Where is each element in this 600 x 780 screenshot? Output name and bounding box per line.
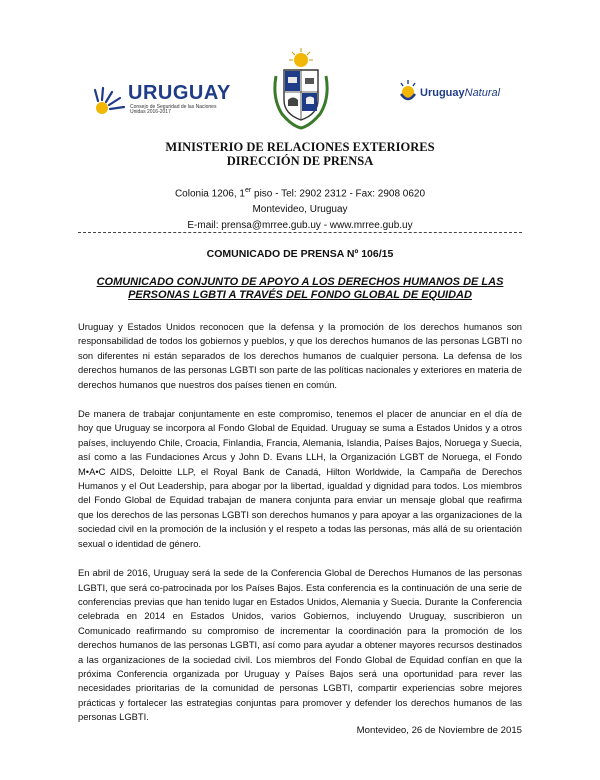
- uruguay-natural-logo: [398, 78, 518, 114]
- address-line-2: Montevideo, Uruguay: [252, 204, 348, 216]
- sun-rays-icon: [92, 78, 128, 118]
- dashed-divider: [78, 232, 522, 233]
- uruguay-security-council-logo: [92, 78, 262, 120]
- address-floor-suffix: er: [245, 187, 252, 194]
- address-block: [0, 183, 600, 234]
- ministry-name: MINISTERIO DE RELACIONES EXTERIORES: [165, 140, 435, 154]
- paragraph-2: De manera de trabajar conjuntamente en este compromiso, tenemos el placer de anunciar en el día de hoy que Uruguay se incorpora al Fondo Global de Equidad. Uruguay se suma a Estados Unidos y a otros países, incluyendo Chile, Croacia, Finlandia, Francia, Alemania, Islandia, Países Bajos, Noruega y Suecia, así como a las Fundaciones Arcus y John D. Evans LLH, la Organización LGBT de Noruega, el Fondo M•A•C AIDS, Deloitte LLP, el Royal Bank de Canadá, Hilton Worldwide, la Campaña de Derechos Humanos y el Out Leadership, para abogar por la libertad, igualdad y dignidad para todos. Los miembros del Fondo Global de Equidad trabajan de manera conjunta para enviar un mensaje global que reafirma que los derechos de las personas LGBTI son derechos humanos y para apoyar a las organizaciones de la sociedad civil en la promoción de la inclusión y el respeto a todas las personas, más allá de su orientación sexual o identidad de género.: [78, 408, 522, 549]
- address-line-1: [0, 183, 600, 202]
- press-release-body: [78, 320, 522, 740]
- sun-icon: [398, 78, 418, 104]
- paragraph-3: En abril de 2016, Uruguay será la sede de la Conferencia Global de Derechos Humanos de las personas LGBTI, que será co-patrocinada por los Países Bajos. Esta conferencia es la continuación de una serie de conferencias previas que han tenido lugar en Estados Unidos, Alemania y Suecia. Durante la Conferencia celebrada en 2014 en Estados Unidos, varios Gobiernos, incluyendo Uruguay, suscribieron un Comunicado reafirmando su compromiso de incrementar la coordinación para la promoción de los derechos humanos de las personas LGBTI, así como para ayudar a obtener mayores recursos destinados a las organizaciones de la sociedad civil. Los miembros del Fondo Global de Equidad confían en que la próxima Conferencia organizada por Uruguay y Países Bajos será una oportunidad para rever las necesidades prioritarias de la comunidad de personas LGBTI, compartir experiencias sobre mejores prácticas y fortalecer las estrategias conjuntas para promover y defender los derechos humanos de las personas LGBTI.: [78, 567, 522, 723]
- right-logo-name-b: Natural: [464, 87, 501, 99]
- address-line-3: E-mail: prensa@mrree.gub.uy - www.mrree.gub.uy: [187, 220, 413, 232]
- press-release-number: COMUNICADO DE PRENSA Nº 106/15: [206, 248, 394, 260]
- right-logo-name-a: Uruguay: [420, 87, 465, 99]
- release-date: Montevideo, 26 de Noviembre de 2015: [356, 725, 522, 736]
- department-name: DIRECCIÓN DE PRENSA: [226, 154, 374, 168]
- ministry-heading: [0, 140, 600, 168]
- paragraph-1: Uruguay y Estados Unidos reconocen que la defensa y la promoción de los derechos humanos son responsabilidad de todos los gobiernos y pueblos, y que los derechos humanos de las personas LGBTI no son diferentes ni están separados de los derechos humanos de cualquier persona. La defensa de los derechos humanos de las personas LGBTI son parte de las políticas nacionales y exteriores en materia de derechos humanos que nuestros dos países tienen en común.: [78, 321, 522, 390]
- left-logo-name: URUGUAY: [128, 82, 231, 104]
- press-release-title: COMUNICADO CONJUNTO DE APOYO A LOS DERECHOS HUMANOS DE LAS PERSONAS LGBTI A TRAVÉS DEL FONDO GLOBAL DE EQUIDAD: [96, 276, 504, 301]
- address-street: Colonia 1206, 1: [174, 188, 245, 200]
- address-phone-fax: piso - Tel: 2902 2312 - Fax: 2908 0620: [251, 188, 426, 200]
- right-logo-name: [420, 87, 500, 99]
- coat-of-arms-icon: [268, 48, 334, 130]
- left-logo-subtitle: Consejo de Seguridad de las Naciones Unidas 2016-2017: [130, 104, 217, 115]
